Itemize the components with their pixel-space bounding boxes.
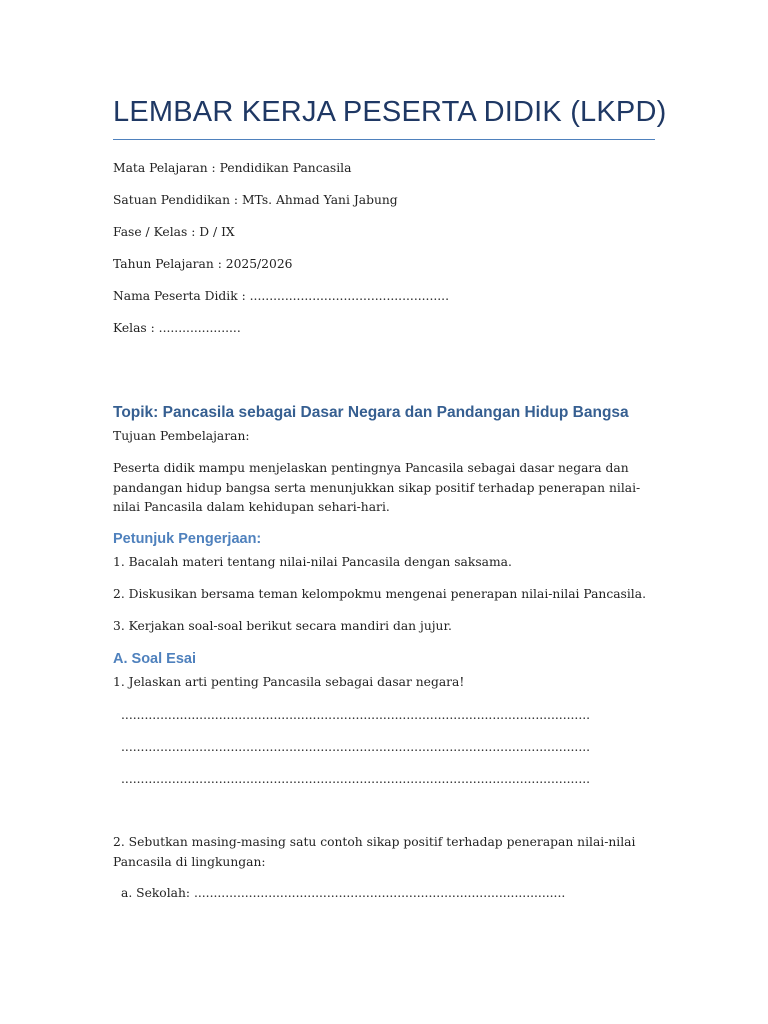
subject-line: Mata Pelajaran : Pendidikan Pancasila <box>113 161 352 175</box>
question-1: 1. Jelaskan arti penting Pancasila sebagai dasar negara! <box>113 675 465 689</box>
school-line: Satuan Pendidikan : MTs. Ahmad Yani Jabung <box>113 193 398 207</box>
answer-line[interactable]: ........................................................................................................................ <box>121 772 591 786</box>
instruction-item: 1. Bacalah materi tentang nilai-nilai Pancasila dengan saksama. <box>113 555 512 569</box>
topic-heading: Topik: Pancasila sebagai Dasar Negara dan Pandangan Hidup Bangsa <box>113 404 629 421</box>
instruction-item: 3. Kerjakan soal-soal berikut secara mandiri dan jujur. <box>113 619 452 633</box>
answer-line[interactable]: ........................................................................................................................ <box>121 740 591 754</box>
instruction-item: 2. Diskusikan bersama teman kelompokmu mengenai penerapan nilai-nilai Pancasila. <box>113 587 646 601</box>
question-2a-school-answer[interactable]: a. Sekolah: ............................................................................................... <box>121 886 566 900</box>
section-a-heading: A. Soal Esai <box>113 651 197 667</box>
learning-goal-label: Tujuan Pembelajaran: <box>113 429 250 443</box>
academic-year-line: Tahun Pelajaran : 2025/2026 <box>113 257 293 271</box>
phase-class-line: Fase / Kelas : D / IX <box>113 225 235 239</box>
question-2: 2. Sebutkan masing-masing satu contoh sikap positif terhadap penerapan nilai-nilai Pancasila di lingkungan: <box>113 835 636 869</box>
page-title: LEMBAR KERJA PESERTA DIDIK (LKPD) <box>113 96 667 128</box>
answer-line[interactable]: ........................................................................................................................ <box>121 708 591 722</box>
title-underline <box>113 139 655 140</box>
instructions-heading: Petunjuk Pengerjaan: <box>113 531 262 547</box>
learning-goal-text: Peserta didik mampu menjelaskan pentingnya Pancasila sebagai dasar negara dan pandangan hidup bangsa serta menunjukkan sikap positif terhadap penerapan nilai-nilai Pancasila dalam kehidupan sehari-hari. <box>113 461 641 514</box>
class-field[interactable]: Kelas : ..................... <box>113 321 241 335</box>
student-name-field[interactable]: Nama Peserta Didik : ................................................... <box>113 289 449 303</box>
